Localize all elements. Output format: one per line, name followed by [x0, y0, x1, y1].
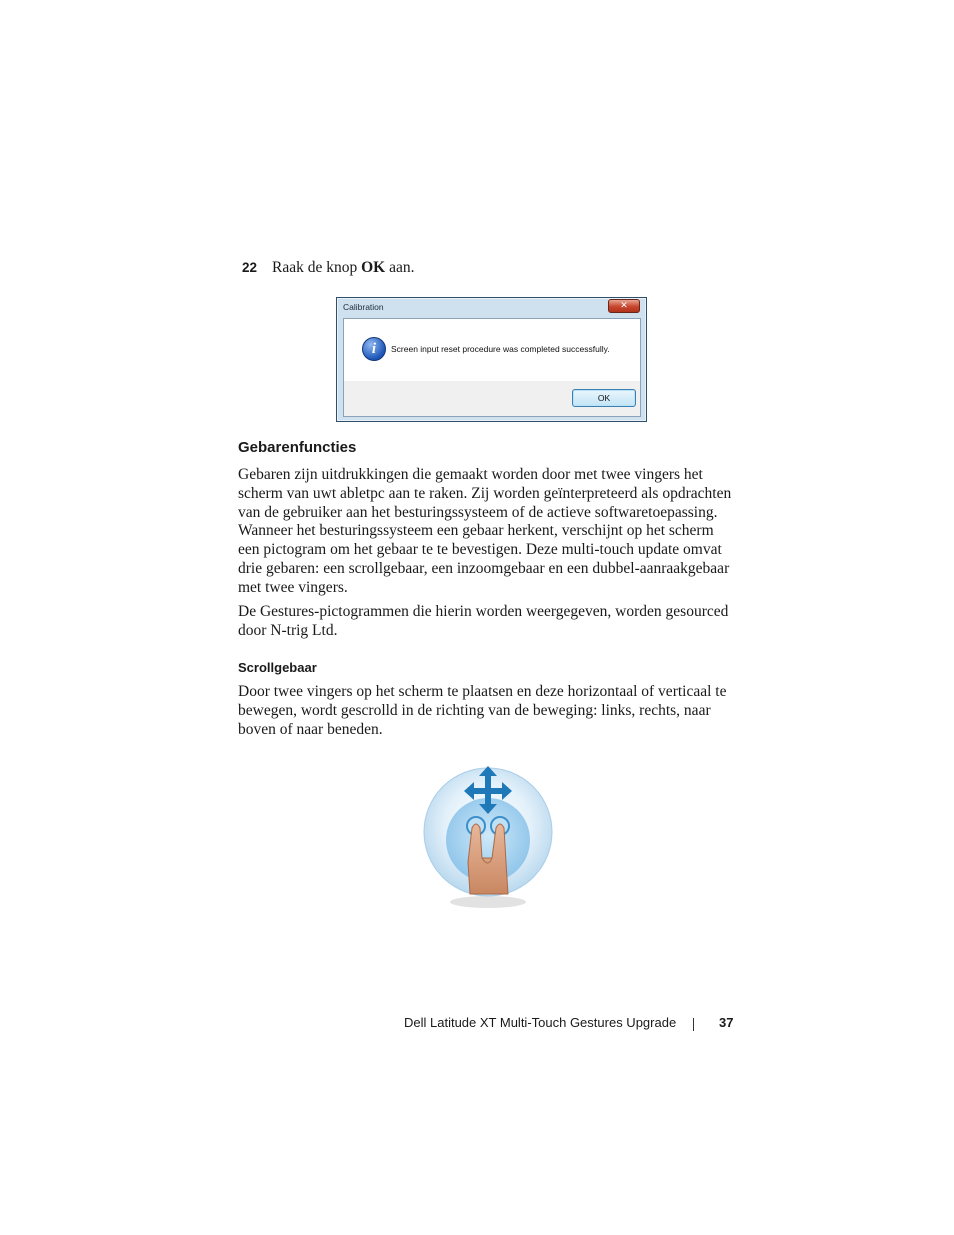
dialog-message: Screen input reset procedure was completed successfully.	[391, 344, 610, 354]
subsection-paragraph: Door twee vingers op het scherm te plaatsen en deze horizontaal of verticaal te bewegen, wordt gescrolld in de richting van de beweging: links, rechts, naar boven of naar beneden.	[238, 683, 727, 738]
close-button[interactable]: ✕	[608, 299, 640, 313]
step-22	[242, 259, 415, 277]
section-paragraph-1: Gebaren zijn uitdrukkingen die gemaakt worden door met twee vingers het scherm van uwt abletpc aan te raken. Zij worden geïnterpreteerd als opdrachten van de gebruiker aan het besturingssysteem of de actieve softwaretoepassing. Wanneer het besturingssysteem een gebaar herkent, verschijnt op het scherm een pictogram om het gebaar te te bevestigen. Deze multi-touch update omvat drie gebaren: een scrollgebaar, een inzoomgebaar en een dubbel-aanraakgebaar met twee vingers.	[238, 466, 732, 596]
ok-button[interactable]: OK	[572, 389, 636, 407]
step-text: Raak de knop OK aan.	[272, 259, 415, 276]
message-area	[344, 319, 640, 381]
info-icon: i	[362, 337, 386, 361]
footer-separator	[693, 1018, 694, 1031]
page-footer	[404, 1015, 734, 1030]
scroll-gesture-icon	[418, 762, 558, 912]
section-paragraph-2: De Gestures-pictogrammen die hierin worden weergegeven, worden gesourced door N-trig Ltd.	[238, 603, 729, 639]
ok-keyword: OK	[361, 259, 386, 276]
dialog-title: Calibration	[343, 302, 384, 312]
section-heading: Gebarenfuncties	[238, 439, 357, 456]
subsection-heading: Scrollgebaar	[238, 660, 317, 675]
page-number: 37	[719, 1015, 734, 1030]
dialog-body	[343, 318, 641, 417]
footer-title: Dell Latitude XT Multi-Touch Gestures Upgrade	[404, 1015, 677, 1030]
calibration-dialog	[336, 297, 647, 422]
step-number: 22	[242, 260, 258, 275]
